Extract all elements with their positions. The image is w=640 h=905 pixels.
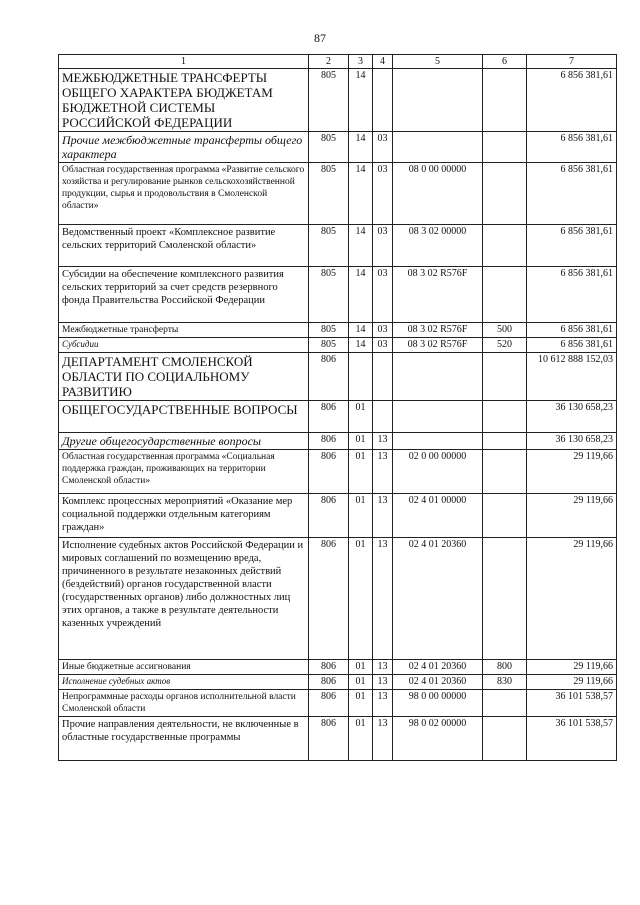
row-amount-cell: 29 119,66 — [527, 675, 617, 690]
row-section-cell: 01 — [349, 660, 373, 675]
row-name-cell: Прочие межбюджетные трансферты общего характера — [59, 132, 309, 163]
row-amount-cell: 6 856 381,61 — [527, 267, 617, 323]
row-gr-code-cell: 805 — [309, 267, 349, 323]
row-target-article-cell: 08 3 02 R576F — [393, 267, 483, 323]
table-row — [59, 323, 617, 338]
row-subsection-cell: 03 — [373, 338, 393, 353]
row-amount-cell: 36 130 658,23 — [527, 401, 617, 433]
row-amount-cell: 36 101 538,57 — [527, 690, 617, 717]
row-name-cell: Исполнение судебных актов Российской Федерации и мировых соглашений по возмещению вреда, причиненного в результате незаконных действий (бездействий) органов государственной власти (государственных органов) либо должностных лиц этих органов, а также в результате деятельности казенных учреждений — [59, 538, 309, 660]
row-amount-cell: 6 856 381,61 — [527, 69, 617, 132]
row-name-cell: МЕЖБЮДЖЕТНЫЕ ТРАНСФЕРТЫ ОБЩЕГО ХАРАКТЕРА БЮДЖЕТАМ БЮДЖЕТНОЙ СИСТЕМЫ РОССИЙСКОЙ ФЕДЕРАЦИИ — [59, 69, 309, 132]
header-col-4: 4 — [373, 55, 393, 69]
table-row — [59, 494, 617, 538]
row-amount-cell: 36 101 538,57 — [527, 717, 617, 761]
page-number: 87 — [314, 31, 326, 45]
row-name-cell: Другие общегосударственные вопросы — [59, 433, 309, 450]
header-col-2: 2 — [309, 55, 349, 69]
row-expense-type-cell: 800 — [483, 660, 527, 675]
row-subsection-cell: 03 — [373, 163, 393, 225]
row-target-article-cell — [393, 433, 483, 450]
row-target-article-cell: 02 4 01 20360 — [393, 538, 483, 660]
row-amount-cell: 6 856 381,61 — [527, 323, 617, 338]
row-gr-code-cell: 805 — [309, 338, 349, 353]
table-row — [59, 353, 617, 401]
table-row — [59, 433, 617, 450]
row-section-cell: 01 — [349, 717, 373, 761]
row-gr-code-cell: 806 — [309, 450, 349, 494]
row-expense-type-cell: 500 — [483, 323, 527, 338]
row-subsection-cell: 03 — [373, 225, 393, 267]
row-expense-type-cell — [483, 163, 527, 225]
row-name-cell: Межбюджетные трансферты — [59, 323, 309, 338]
row-target-article-cell: 08 3 02 R576F — [393, 338, 483, 353]
row-gr-code-cell: 806 — [309, 401, 349, 433]
row-expense-type-cell — [483, 353, 527, 401]
row-target-article-cell — [393, 69, 483, 132]
row-expense-type-cell — [483, 401, 527, 433]
row-name-cell: Областная государственная программа «Социальная поддержка граждан, проживающих на территории Смоленской области» — [59, 450, 309, 494]
row-expense-type-cell — [483, 132, 527, 163]
row-amount-cell: 29 119,66 — [527, 538, 617, 660]
row-section-cell: 14 — [349, 69, 373, 132]
row-target-article-cell: 98 0 02 00000 — [393, 717, 483, 761]
row-gr-code-cell: 806 — [309, 494, 349, 538]
row-expense-type-cell — [483, 717, 527, 761]
row-target-article-cell — [393, 401, 483, 433]
row-target-article-cell: 02 4 01 20360 — [393, 675, 483, 690]
row-section-cell: 01 — [349, 675, 373, 690]
row-name-cell: Прочие направления деятельности, не включенные в областные государственные программы — [59, 717, 309, 761]
row-subsection-cell: 13 — [373, 538, 393, 660]
row-gr-code-cell: 806 — [309, 690, 349, 717]
row-section-cell: 01 — [349, 494, 373, 538]
row-expense-type-cell — [483, 690, 527, 717]
row-subsection-cell: 13 — [373, 433, 393, 450]
row-expense-type-cell — [483, 433, 527, 450]
row-gr-code-cell: 806 — [309, 353, 349, 401]
row-amount-cell: 6 856 381,61 — [527, 163, 617, 225]
row-name-cell: Субсидии — [59, 338, 309, 353]
row-name-cell: Комплекс процессных мероприятий «Оказание мер социальной поддержки отдельным категориям граждан» — [59, 494, 309, 538]
table-row — [59, 338, 617, 353]
row-section-cell — [349, 353, 373, 401]
row-gr-code-cell: 805 — [309, 225, 349, 267]
row-target-article-cell — [393, 132, 483, 163]
row-gr-code-cell: 806 — [309, 538, 349, 660]
row-amount-cell: 6 856 381,61 — [527, 132, 617, 163]
row-amount-cell: 36 130 658,23 — [527, 433, 617, 450]
row-name-cell: Непрограммные расходы органов исполнительной власти Смоленской области — [59, 690, 309, 717]
row-subsection-cell: 03 — [373, 323, 393, 338]
row-section-cell: 14 — [349, 225, 373, 267]
row-subsection-cell: 13 — [373, 717, 393, 761]
row-subsection-cell: 13 — [373, 660, 393, 675]
header-col-3: 3 — [349, 55, 373, 69]
header-row — [59, 55, 617, 69]
row-subsection-cell: 03 — [373, 267, 393, 323]
budget-table — [58, 54, 617, 761]
row-subsection-cell: 13 — [373, 690, 393, 717]
table-row — [59, 401, 617, 433]
row-target-article-cell: 08 3 02 00000 — [393, 225, 483, 267]
row-gr-code-cell: 805 — [309, 69, 349, 132]
row-amount-cell: 29 119,66 — [527, 494, 617, 538]
row-name-cell: Иные бюджетные ассигнования — [59, 660, 309, 675]
row-section-cell: 14 — [349, 163, 373, 225]
row-subsection-cell: 03 — [373, 132, 393, 163]
row-amount-cell: 10 612 888 152,03 — [527, 353, 617, 401]
row-section-cell: 01 — [349, 450, 373, 494]
table-row — [59, 717, 617, 761]
row-section-cell: 01 — [349, 690, 373, 717]
row-subsection-cell — [373, 69, 393, 132]
table-row — [59, 132, 617, 163]
row-expense-type-cell — [483, 69, 527, 132]
table-row — [59, 450, 617, 494]
row-gr-code-cell: 806 — [309, 717, 349, 761]
row-subsection-cell: 13 — [373, 675, 393, 690]
row-expense-type-cell — [483, 494, 527, 538]
row-subsection-cell — [373, 353, 393, 401]
row-amount-cell: 6 856 381,61 — [527, 338, 617, 353]
row-name-cell: ОБЩЕГОСУДАРСТВЕННЫЕ ВОПРОСЫ — [59, 401, 309, 433]
row-expense-type-cell: 520 — [483, 338, 527, 353]
row-section-cell: 14 — [349, 338, 373, 353]
row-gr-code-cell: 806 — [309, 433, 349, 450]
table-body — [59, 69, 617, 761]
row-subsection-cell: 13 — [373, 450, 393, 494]
row-name-cell: Областная государственная программа «Развитие сельского хозяйства и регулирование рынков сельскохозяйственной продукции, сырья и продовольствия в Смоленской области» — [59, 163, 309, 225]
table-row — [59, 538, 617, 660]
header-col-1: 1 — [59, 55, 309, 69]
row-section-cell: 01 — [349, 538, 373, 660]
row-section-cell: 01 — [349, 433, 373, 450]
table-row — [59, 690, 617, 717]
row-gr-code-cell: 806 — [309, 660, 349, 675]
row-expense-type-cell — [483, 267, 527, 323]
row-section-cell: 01 — [349, 401, 373, 433]
row-gr-code-cell: 805 — [309, 132, 349, 163]
header-col-7: 7 — [527, 55, 617, 69]
row-target-article-cell: 02 0 00 00000 — [393, 450, 483, 494]
table-row — [59, 163, 617, 225]
row-amount-cell: 29 119,66 — [527, 450, 617, 494]
row-name-cell: Ведомственный проект «Комплексное развитие сельских территорий Смоленской области» — [59, 225, 309, 267]
row-name-cell: Исполнение судебных актов — [59, 675, 309, 690]
row-gr-code-cell: 805 — [309, 163, 349, 225]
row-name-cell: Субсидии на обеспечение комплексного развития сельских территорий за счет средств резервного фонда Правительства Российской Федерации — [59, 267, 309, 323]
row-target-article-cell: 02 4 01 00000 — [393, 494, 483, 538]
row-subsection-cell: 13 — [373, 494, 393, 538]
table-row — [59, 69, 617, 132]
table-row — [59, 267, 617, 323]
row-name-cell: ДЕПАРТАМЕНТ СМОЛЕНСКОЙ ОБЛАСТИ ПО СОЦИАЛЬНОМУ РАЗВИТИЮ — [59, 353, 309, 401]
row-section-cell: 14 — [349, 132, 373, 163]
row-target-article-cell: 98 0 00 00000 — [393, 690, 483, 717]
row-expense-type-cell — [483, 538, 527, 660]
row-target-article-cell: 08 3 02 R576F — [393, 323, 483, 338]
table-row — [59, 675, 617, 690]
header-col-5: 5 — [393, 55, 483, 69]
row-target-article-cell: 08 0 00 00000 — [393, 163, 483, 225]
table-row — [59, 225, 617, 267]
row-amount-cell: 29 119,66 — [527, 660, 617, 675]
row-target-article-cell: 02 4 01 20360 — [393, 660, 483, 675]
row-expense-type-cell: 830 — [483, 675, 527, 690]
row-expense-type-cell — [483, 450, 527, 494]
row-subsection-cell — [373, 401, 393, 433]
table-row — [59, 660, 617, 675]
row-target-article-cell — [393, 353, 483, 401]
row-gr-code-cell: 805 — [309, 323, 349, 338]
row-amount-cell: 6 856 381,61 — [527, 225, 617, 267]
header-col-6: 6 — [483, 55, 527, 69]
row-gr-code-cell: 806 — [309, 675, 349, 690]
row-section-cell: 14 — [349, 267, 373, 323]
row-expense-type-cell — [483, 225, 527, 267]
row-section-cell: 14 — [349, 323, 373, 338]
